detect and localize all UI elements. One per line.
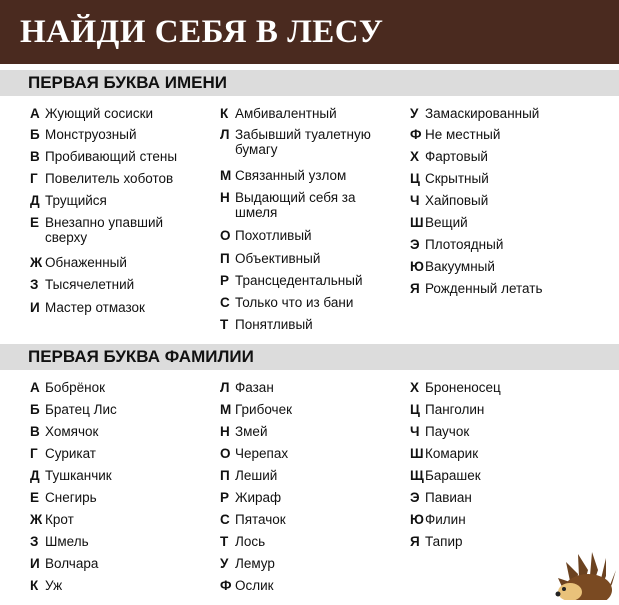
list-item bbox=[220, 317, 395, 332]
item-text: Забывший туалетную бумагу bbox=[235, 127, 371, 157]
item-letter: Г bbox=[30, 171, 38, 186]
item-letter: С bbox=[220, 295, 230, 310]
list-item bbox=[410, 402, 484, 417]
list-item bbox=[410, 446, 478, 461]
item-text: Снегирь bbox=[45, 490, 97, 505]
item-text: Тапир bbox=[425, 534, 463, 549]
item-text: Повелитель хоботов bbox=[45, 171, 174, 186]
list-item bbox=[220, 295, 395, 310]
list-item bbox=[410, 424, 469, 439]
item-letter: Д bbox=[30, 193, 40, 208]
list-item bbox=[220, 446, 288, 461]
item-letter: Х bbox=[410, 149, 420, 164]
list-item bbox=[30, 402, 117, 417]
item-letter: П bbox=[220, 251, 230, 266]
item-text: Только что из бани bbox=[235, 295, 354, 310]
list-item bbox=[410, 490, 472, 505]
list-item bbox=[30, 193, 190, 208]
item-letter: О bbox=[220, 228, 231, 243]
list-item bbox=[220, 556, 275, 571]
list-item bbox=[410, 215, 595, 230]
item-text: Фазан bbox=[235, 380, 274, 395]
item-letter: Ц bbox=[410, 402, 420, 417]
item-text: Хомячок bbox=[45, 424, 99, 439]
list-item bbox=[410, 127, 595, 142]
item-letter: А bbox=[30, 380, 40, 395]
list-item bbox=[30, 380, 105, 395]
list-item bbox=[220, 273, 395, 288]
item-letter: Э bbox=[410, 490, 420, 505]
item-letter: З bbox=[30, 534, 39, 549]
item-text: Пробивающий стены bbox=[45, 149, 178, 164]
item-letter: В bbox=[30, 424, 40, 439]
item-letter: У bbox=[220, 556, 229, 571]
page-title: НАЙДИ СЕБЯ В ЛЕСУ bbox=[20, 13, 384, 50]
item-text: Волчара bbox=[45, 556, 99, 571]
item-letter: Е bbox=[30, 215, 40, 230]
item-text: Бобрёнок bbox=[45, 380, 105, 395]
item-text: Трансцедентальный bbox=[235, 273, 363, 288]
item-letter: Н bbox=[220, 424, 230, 439]
item-letter: К bbox=[220, 106, 229, 121]
item-letter: М bbox=[220, 402, 232, 417]
header-banner bbox=[0, 0, 619, 64]
list-item bbox=[410, 149, 595, 164]
item-letter: В bbox=[30, 149, 40, 164]
item-letter: Р bbox=[220, 273, 230, 288]
item-letter: Ф bbox=[410, 127, 422, 142]
list-item bbox=[220, 512, 286, 527]
list-item bbox=[220, 468, 277, 483]
item-text: Шмель bbox=[45, 534, 89, 549]
item-text: Сурикат bbox=[45, 446, 96, 461]
list-item bbox=[220, 190, 395, 220]
item-text: Лемур bbox=[235, 556, 275, 571]
list-item bbox=[220, 228, 395, 243]
item-text: Леший bbox=[235, 468, 278, 483]
item-text: Скрытный bbox=[425, 171, 489, 186]
item-text: Жующий сосиски bbox=[45, 106, 154, 121]
item-text: Панголин bbox=[425, 402, 485, 417]
list-item bbox=[30, 512, 74, 527]
item-letter: Ж bbox=[30, 512, 43, 527]
list-item bbox=[30, 578, 62, 593]
item-text: Павиан bbox=[425, 490, 472, 505]
item-text: Ослик bbox=[235, 578, 274, 593]
list-item bbox=[220, 490, 281, 505]
item-text: Вещий bbox=[425, 215, 468, 230]
item-text: Змей bbox=[235, 424, 268, 439]
item-text: Паучок bbox=[425, 424, 470, 439]
item-letter: Л bbox=[220, 127, 230, 142]
item-text: Хайповый bbox=[425, 193, 489, 208]
list-item bbox=[220, 402, 292, 417]
item-text: Не местный bbox=[425, 127, 501, 142]
item-text: Мастер отмазок bbox=[45, 300, 145, 315]
item-letter: Б bbox=[30, 127, 40, 142]
list-item bbox=[220, 127, 395, 157]
item-text: Обнаженный bbox=[45, 255, 127, 270]
item-letter: И bbox=[30, 556, 40, 571]
list-item bbox=[30, 300, 190, 315]
list-item bbox=[410, 534, 463, 549]
item-letter: Б bbox=[30, 402, 40, 417]
list-item bbox=[30, 490, 97, 505]
item-text: Черепах bbox=[235, 446, 289, 461]
item-letter: Р bbox=[220, 490, 230, 505]
list-item bbox=[30, 534, 89, 549]
item-letter: З bbox=[30, 277, 39, 292]
item-text: Жираф bbox=[235, 490, 282, 505]
item-letter: М bbox=[220, 168, 232, 183]
list-item bbox=[410, 106, 595, 121]
item-letter: Ю bbox=[410, 512, 424, 527]
item-letter: Ш bbox=[410, 446, 424, 461]
item-text: Братец Лис bbox=[45, 402, 117, 417]
list-item bbox=[30, 556, 98, 571]
item-letter: И bbox=[30, 300, 40, 315]
list-item bbox=[220, 578, 274, 593]
item-letter: С bbox=[220, 512, 230, 527]
item-letter: Н bbox=[220, 190, 230, 205]
list-item bbox=[410, 281, 595, 296]
section-first-name-bar bbox=[0, 70, 619, 96]
item-letter: Я bbox=[410, 281, 420, 296]
item-text: Рожденный летать bbox=[425, 281, 543, 296]
item-text: Амбивалентный bbox=[235, 106, 337, 121]
list-item bbox=[30, 424, 98, 439]
list-item bbox=[220, 380, 274, 395]
item-letter: О bbox=[220, 446, 231, 461]
item-text: Похотливый bbox=[235, 228, 312, 243]
item-letter: Ч bbox=[410, 193, 420, 208]
list-item bbox=[30, 171, 190, 186]
item-letter: Я bbox=[410, 534, 420, 549]
list-item bbox=[410, 512, 466, 527]
item-text: Крот bbox=[45, 512, 74, 527]
item-text: Объективный bbox=[235, 251, 321, 266]
list-item bbox=[30, 127, 190, 142]
list-item bbox=[220, 168, 395, 183]
item-letter: Э bbox=[410, 237, 420, 252]
item-text: Уж bbox=[45, 578, 63, 593]
list-item bbox=[410, 193, 595, 208]
item-text: Лось bbox=[235, 534, 266, 549]
list-item bbox=[30, 215, 190, 245]
item-text: Барашек bbox=[425, 468, 481, 483]
list-item bbox=[30, 468, 112, 483]
item-text: Понятливый bbox=[235, 317, 313, 332]
item-text: Монструозный bbox=[45, 127, 137, 142]
hedgehog-icon bbox=[548, 548, 618, 600]
item-letter: Щ bbox=[410, 468, 424, 483]
list-item bbox=[410, 259, 595, 274]
item-text: Комарик bbox=[425, 446, 479, 461]
item-text: Тысячелетний bbox=[45, 277, 135, 292]
list-item bbox=[410, 380, 501, 395]
list-item bbox=[30, 106, 190, 121]
item-text: Плотоядный bbox=[425, 237, 504, 252]
item-text: Броненосец bbox=[425, 380, 501, 395]
item-letter: Д bbox=[30, 468, 40, 483]
item-text: Выдающий себя за шмеля bbox=[235, 190, 356, 220]
item-letter: Ж bbox=[30, 255, 43, 270]
section-last-name-bar bbox=[0, 344, 619, 370]
item-text: Связанный узлом bbox=[235, 168, 347, 183]
list-item bbox=[410, 468, 481, 483]
item-letter: А bbox=[30, 106, 40, 121]
item-letter: Ш bbox=[410, 215, 424, 230]
item-letter: Ч bbox=[410, 424, 420, 439]
list-item bbox=[30, 255, 190, 270]
item-text: Пятачок bbox=[235, 512, 286, 527]
item-letter: Ю bbox=[410, 259, 424, 274]
item-letter: Е bbox=[30, 490, 40, 505]
list-item bbox=[410, 237, 595, 252]
list-item bbox=[220, 106, 395, 121]
item-letter: Л bbox=[220, 380, 230, 395]
item-letter: Г bbox=[30, 446, 38, 461]
item-letter: Ц bbox=[410, 171, 420, 186]
item-letter: Т bbox=[220, 317, 229, 332]
item-letter: П bbox=[220, 468, 230, 483]
item-text: Трущийся bbox=[45, 193, 107, 208]
item-text: Филин bbox=[425, 512, 466, 527]
list-item bbox=[30, 277, 190, 292]
item-letter: К bbox=[30, 578, 39, 593]
item-letter: Х bbox=[410, 380, 420, 395]
list-item bbox=[220, 424, 267, 439]
list-item bbox=[410, 171, 595, 186]
item-letter: Т bbox=[220, 534, 229, 549]
item-text: Внезапно упавший сверху bbox=[45, 215, 164, 245]
section-first-name-heading: ПЕРВАЯ БУКВА ИМЕНИ bbox=[28, 73, 227, 92]
item-letter: У bbox=[410, 106, 419, 121]
section-last-name-heading: ПЕРВАЯ БУКВА ФАМИЛИИ bbox=[28, 347, 254, 366]
list-item bbox=[30, 149, 190, 164]
item-text: Фартовый bbox=[425, 149, 488, 164]
item-text: Тушканчик bbox=[45, 468, 112, 483]
list-item bbox=[220, 534, 265, 549]
item-text: Замаскированный bbox=[425, 106, 540, 121]
list-item bbox=[220, 251, 395, 266]
list-item bbox=[30, 446, 96, 461]
item-text: Грибочек bbox=[235, 402, 292, 417]
item-letter: Ф bbox=[220, 578, 232, 593]
item-text: Вакуумный bbox=[425, 259, 495, 274]
